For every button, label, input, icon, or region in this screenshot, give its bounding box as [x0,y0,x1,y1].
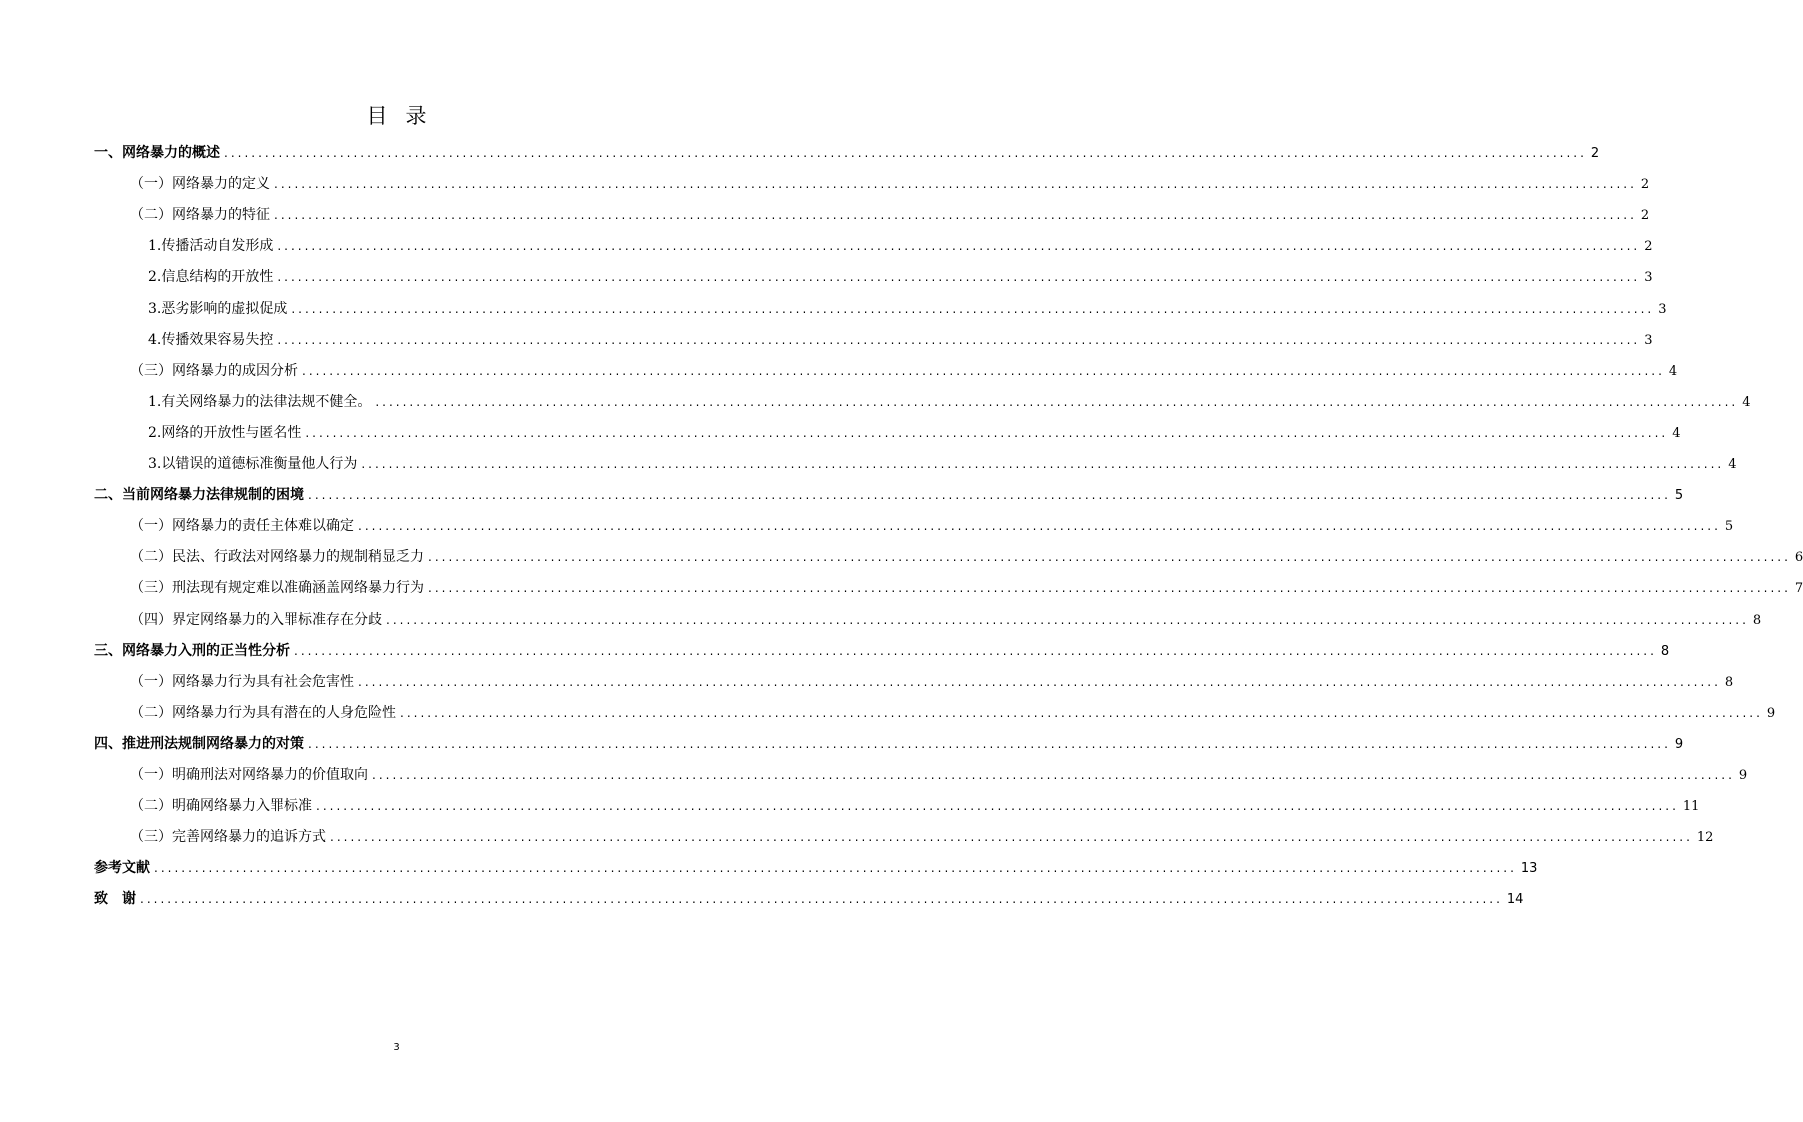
toc-entry[interactable] [94,888,1524,910]
toc-leader-dots: ........................................................................................................................................................................................................ [274,177,1637,191]
toc-entry-page: 2 [1644,239,1653,254]
toc-entry-label: 1.有关网络暴力的法律法规不健全。 [148,394,372,410]
toc-entry-page: 11 [1682,799,1700,814]
toc-entry[interactable] [130,671,1734,693]
toc-entry-label: （三）网络暴力的成因分析 [130,363,298,379]
toc-leader-dots: ........................................................................................................................................................................................................ [277,333,1641,347]
toc-entry-label: 4.传播效果容易失控 [148,332,274,348]
toc-entry-page: 3 [1644,270,1653,285]
toc-leader-dots: ........................................................................................................................................................................................................ [386,613,1749,627]
toc-leader-dots: ........................................................................................................................................................................................................ [291,302,1655,316]
toc-entry-page: 4 [1672,426,1681,441]
toc-leader-dots: ........................................................................................................................................................................................................ [428,581,1791,595]
toc-entry[interactable] [94,640,1670,662]
toc-entry-page: 3 [1644,333,1653,348]
toc-entry[interactable] [130,577,1803,599]
toc-entry-page: 2 [1590,146,1600,161]
toc-leader-dots: ........................................................................................................................................................................................................ [277,239,1641,253]
toc-title-right: 录 [405,104,427,128]
toc-entry-page: 9 [1738,768,1748,783]
toc-entry[interactable] [130,609,1762,631]
toc-entry[interactable] [148,422,1681,444]
toc-leader-dots: ........................................................................................................................................................................................................ [400,706,1763,720]
page-number: 3 [393,1042,400,1053]
toc-entry-page: 14 [1506,892,1524,907]
toc-entry-page: 13 [1520,861,1538,876]
toc-entry[interactable] [94,142,1600,164]
toc-entry-page: 8 [1724,675,1734,690]
toc-entry[interactable] [148,391,1751,413]
toc-entry-label: （一）网络暴力的定义 [130,176,270,192]
toc-leader-dots: ........................................................................................................................................................................................................ [274,208,1637,222]
toc-entry[interactable] [148,298,1667,320]
toc-leader-dots: ........................................................................................................................................................................................................ [224,146,1587,160]
toc-entry[interactable] [130,360,1678,382]
toc-entry-label: （三）刑法现有规定难以准确涵盖网络暴力行为 [130,580,424,596]
toc-entry[interactable] [130,173,1650,195]
toc-leader-dots: ........................................................................................................................................................................................................ [308,488,1671,502]
toc-entry-label: 三、网络暴力入刑的正当性分析 [94,643,290,659]
toc-entry-label: （一）网络暴力行为具有社会危害性 [130,674,354,690]
toc-entry-label: （二）明确网络暴力入罪标准 [130,798,312,814]
toc-entry-page: 7 [1794,581,1803,596]
toc-entry-label: （一）明确刑法对网络暴力的价值取向 [130,767,368,783]
toc-entry[interactable] [130,515,1734,537]
toc-entry-label: 二、当前网络暴力法律规制的困境 [94,487,304,503]
toc-entry-label: （四）界定网络暴力的入罪标准存在分歧 [130,612,382,628]
toc-entry[interactable] [148,453,1737,475]
toc-entry[interactable] [148,235,1653,257]
toc-entry[interactable] [148,266,1653,288]
toc-entry-label: 3.以错误的道德标准衡量他人行为 [148,456,358,472]
toc-entry[interactable] [130,826,1714,848]
toc-entry-label: （一）网络暴力的责任主体难以确定 [130,518,354,534]
toc-leader-dots: ........................................................................................................................................................................................................ [305,426,1669,440]
toc-leader-dots: ........................................................................................................................................................................................................ [330,830,1693,844]
toc-entry[interactable] [130,764,1748,786]
toc-entry-label: （二）民法、行政法对网络暴力的规制稍显乏力 [130,549,424,565]
toc-entry-label: 2.信息结构的开放性 [148,269,274,285]
toc-entry-page: 8 [1660,644,1670,659]
toc-leader-dots: ........................................................................................................................................................................................................ [375,395,1739,409]
toc-entry[interactable] [94,733,1684,755]
toc-leader-dots: ........................................................................................................................................................................................................ [140,892,1503,906]
toc-leader-dots: ........................................................................................................................................................................................................ [358,675,1721,689]
toc-entry-page: 9 [1674,737,1684,752]
toc-entry-label: 1.传播活动自发形成 [148,238,274,254]
toc-entry-page: 8 [1752,613,1762,628]
toc-entry-label: 2.网络的开放性与匿名性 [148,425,302,441]
toc-leader-dots: ........................................................................................................................................................................................................ [302,364,1665,378]
toc-entry-label: （二）网络暴力行为具有潜在的人身危险性 [130,705,396,721]
toc-entry-label: （三）完善网络暴力的追诉方式 [130,829,326,845]
toc-entry-label: 一、网络暴力的概述 [94,145,220,161]
toc-entry-label: 致 谢 [94,891,136,907]
toc-leader-dots: ........................................................................................................................................................................................................ [316,799,1679,813]
toc-entry-page: 12 [1696,830,1714,845]
toc-leader-dots: ........................................................................................................................................................................................................ [277,270,1641,284]
toc-entry-label: 四、推进刑法规制网络暴力的对策 [94,736,304,752]
toc-leader-dots: ........................................................................................................................................................................................................ [294,644,1657,658]
toc-entry-label: 参考文献 [94,860,150,876]
toc-entry-page: 4 [1728,457,1737,472]
toc-entry[interactable] [94,857,1538,879]
toc-entry-page: 9 [1766,706,1776,721]
toc-entry[interactable] [94,484,1684,506]
toc-entry-page: 2 [1640,208,1650,223]
toc-title-left: 目 [366,104,388,128]
toc-entry-page: 4 [1668,364,1678,379]
toc-leader-dots: ........................................................................................................................................................................................................ [308,737,1671,751]
toc-entry[interactable] [130,546,1803,568]
toc-entry-page: 5 [1724,519,1734,534]
toc-leader-dots: ........................................................................................................................................................................................................ [154,861,1517,875]
toc-leader-dots: ........................................................................................................................................................................................................ [428,550,1791,564]
toc-leader-dots: ........................................................................................................................................................................................................ [358,519,1721,533]
toc-entry-label: （二）网络暴力的特征 [130,207,270,223]
toc-entry-page: 2 [1640,177,1650,192]
toc-entry-page: 3 [1658,302,1667,317]
toc-entry-page: 6 [1794,550,1803,565]
toc-entry[interactable] [130,795,1700,817]
toc-leader-dots: ........................................................................................................................................................................................................ [372,768,1735,782]
toc-entry[interactable] [130,204,1650,226]
toc-entry[interactable] [130,702,1776,724]
toc-leader-dots: ........................................................................................................................................................................................................ [361,457,1725,471]
toc-entry-page: 4 [1742,395,1751,410]
toc-entry-label: 3.恶劣影响的虚拟促成 [148,301,288,317]
toc-entry-page: 5 [1674,488,1684,503]
toc-entry[interactable] [148,329,1653,351]
